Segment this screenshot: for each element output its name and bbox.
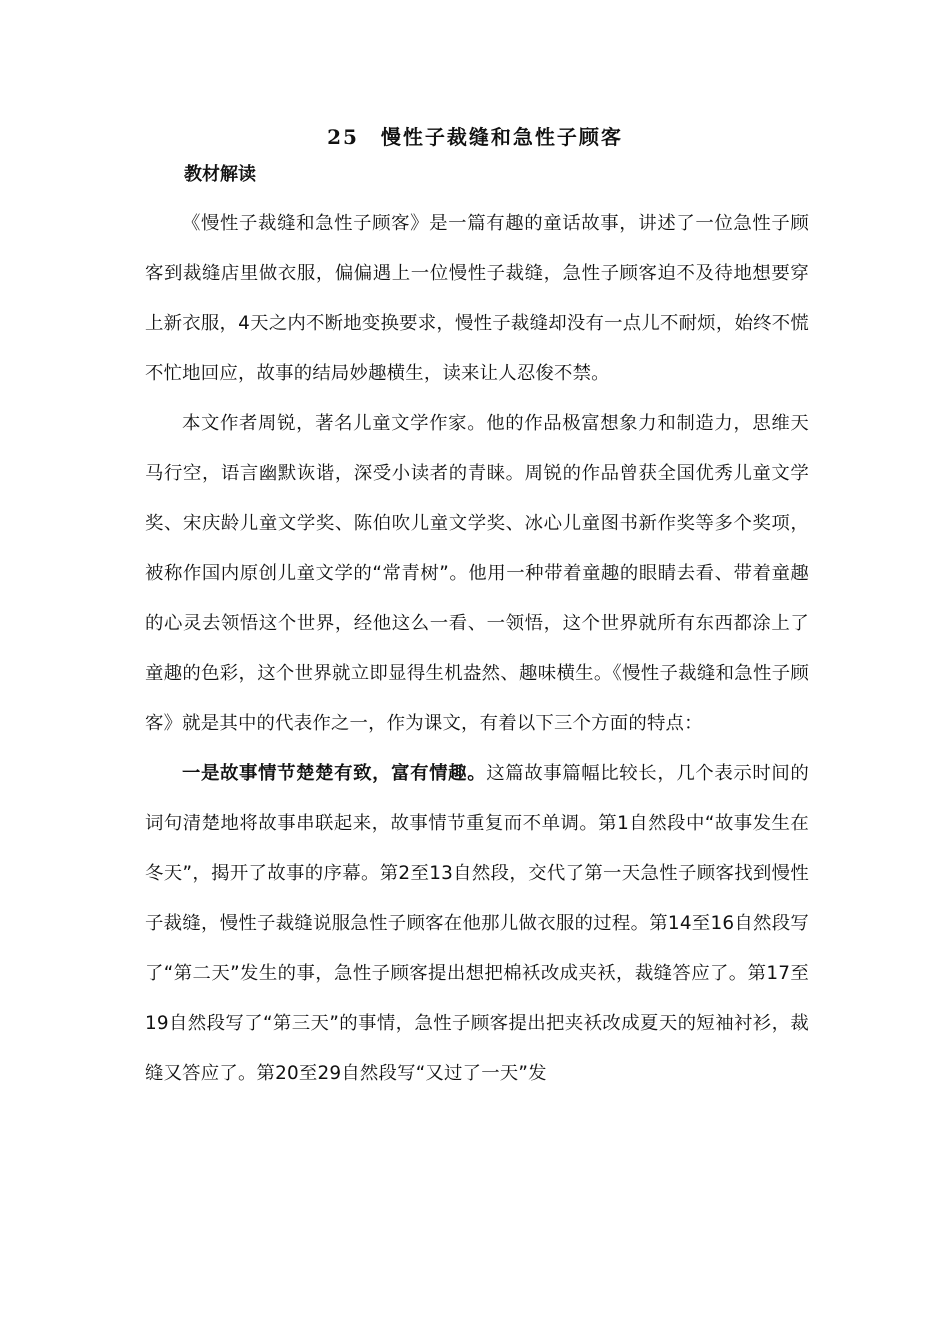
section-heading: 教材解读	[184, 164, 256, 185]
paragraph-feature-one	[145, 749, 809, 1099]
page-title: 25 慢性子裁缝和急性子顾客	[327, 125, 623, 149]
paragraph-introduction: 《慢性子裁缝和急性子顾客》是一篇有趣的童话故事，讲述了一位急性子顾客到裁缝店里做衣服，偏偏遇上一位慢性子裁缝，急性子顾客迫不及待地想要穿上新衣服，4天之内不断地变换要求，慢性子裁缝却没有一点儿不耐烦，始终不慌不忙地回应，故事的结局妙趣横生，读来让人忍俊不禁。	[145, 213, 809, 384]
paragraph-body: 这篇故事篇幅比较长，几个表示时间的词句清楚地将故事串联起来，故事情节重复而不单调。第1自然段中“故事发生在冬天”，揭开了故事的序幕。第2至13自然段，交代了第一天急性子顾客找到慢性子裁缝，慢性子裁缝说服急性子顾客在他那儿做衣服的过程。第14至16自然段写了“第二天”发生的事，急性子顾客提出想把棉袄改成夹袄，裁缝答应了。第17至19自然段写了“第三天”的事情，急性子顾客提出把夹袄改成夏天的短袖衬衫，裁缝又答应了。第20至29自然段写“又过了一天”发	[145, 763, 809, 1084]
paragraph-lead-sentence: 一是故事情节楚楚有致，富有情趣。	[182, 763, 487, 784]
body-text	[145, 199, 809, 1099]
paragraph-author: 本文作者周锐，著名儿童文学作家。他的作品极富想象力和制造力，思维天马行空，语言幽默诙谐，深受小读者的青睐。周锐的作品曾获全国优秀儿童文学奖、宋庆龄儿童文学奖、陈伯吹儿童文学奖、冰心儿童图书新作奖等多个奖项，被称作国内原创儿童文学的“常青树”。他用一种带着童趣的眼睛去看、带着童趣的心灵去领悟这个世界，经他这么一看、一领悟，这个世界就所有东西都涂上了童趣的色彩，这个世界就立即显得生机盎然、趣味横生。《慢性子裁缝和急性子顾客》就是其中的代表作之一，作为课文，有着以下三个方面的特点：	[145, 413, 809, 734]
